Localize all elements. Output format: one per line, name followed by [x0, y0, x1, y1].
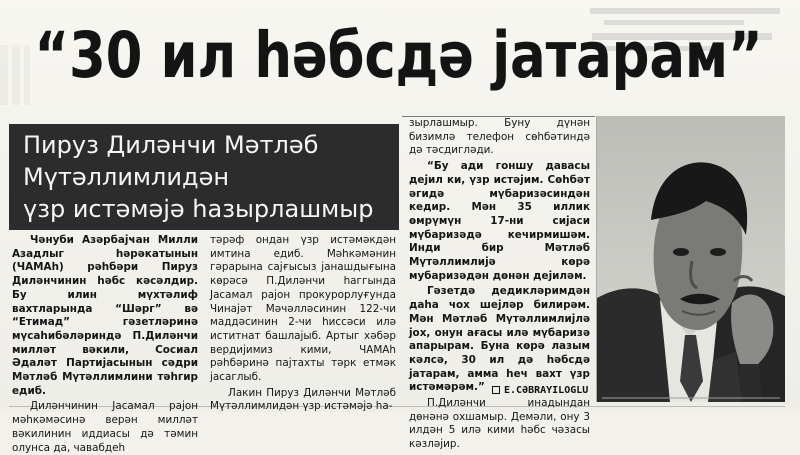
subheading-line-1: Пируз Диләнчи Мәтләб	[23, 131, 319, 159]
headline: “30 ил һәбсдә јатарам”	[34, 18, 763, 92]
lead-paragraph: Чәнуби Азәрбајҹан Милли Азадлыг һәрәкатынын (ЧАМАһ) рәһбәри Пируз Диләнчинин һәбс кәсәлдир. Бу илин мүхтәлиф вахтларында “Шәрг” вә “Етимад” гәзетләринә мүсаһибәләриндә П.Диләнчи милләт вәкили, Сосиал Әдаләт Партијасынын сәдри Мәтләб Мүтәллимлини тәһгир едиб.	[12, 234, 198, 397]
author-byline	[492, 383, 588, 397]
square-bullet-icon	[492, 386, 500, 394]
body-paragraph-3: Лакин Пируз Диләнчи Мәтләб Мүтәллимлидән үзр истәмәјә һа-	[210, 386, 396, 413]
body-paragraph-4: зырлашмыр. Буну дүнән бизимлә телефон сөһбәтиндә дә тәсдигләди.	[409, 117, 590, 157]
left-bleed-texture	[0, 45, 30, 105]
subheading-box	[9, 124, 399, 230]
quote-paragraph-2: Гәзетдә дедикләримдән даһа чох шејләр билирәм. Мән Мәтләб Мүтәллимлијлә јох, онун ағасы илә мүбаризә апарырам. Буна көрә лазым кәлсә, 30 ил дә һәбсдә јатарам, амма һеч вахт үзр истәмәрәм.”	[409, 285, 590, 394]
subheading-line-2: Мүтәллимлидән	[23, 163, 230, 191]
closing-paragraph: П.Диләнчи инадындан дөнәнә охшамыр. Демәли, ону 3 илдән 5 илә кими һәбс чәзасы кәзләјир.	[409, 397, 590, 451]
body-paragraph-2: тәрәф ондан үзр истәмәкдән имтина едиб. Мәһкәмәнин гәрарына сајғысыз јанашдығына көрәсә П.Диләнчи һаггында Јасамал рајон прокурорлуғунда Чинајәт Мәчәлләсинин 122-чи маддәсинин 2-чи һиссәси илә иститнат башлајыб. Артыг хәбәр вердијимиз кими, ЧАМАһ рәһбәринә пајтахты тәрк етмәк јасаглыб.	[210, 234, 396, 384]
subheading-line-3: үзр истәмәјә һазырлашмыр	[23, 195, 374, 223]
body-paragraph-1: Диләнчинин Јасамал рајон мәһкәмәсинә верән милләт вәкилинин иддиасы дә тәмин олунса да, чавабдеһ	[12, 400, 198, 454]
article-column-2	[210, 234, 396, 412]
portrait-photo	[596, 116, 785, 402]
page-bottom-rule	[9, 406, 785, 407]
portrait-photo-icon	[597, 116, 785, 402]
byline-text: E.CƏBRAYILOGLU	[504, 384, 589, 396]
article-column-1	[12, 234, 198, 454]
quote-paragraph-1: “Бу ади гоншу давасы дејил ки, үзр истәјим. Сөһбәт әгидә мүбаризәсиндән кедир. Мән 35 иллик өмрүмүн 17-ни сијаси мүбаризәдә кечирмишәм. Инди бир Мәтләб Мүтәллимлијә көрә мубаризәдән дөнән дејиләм.	[409, 160, 590, 282]
